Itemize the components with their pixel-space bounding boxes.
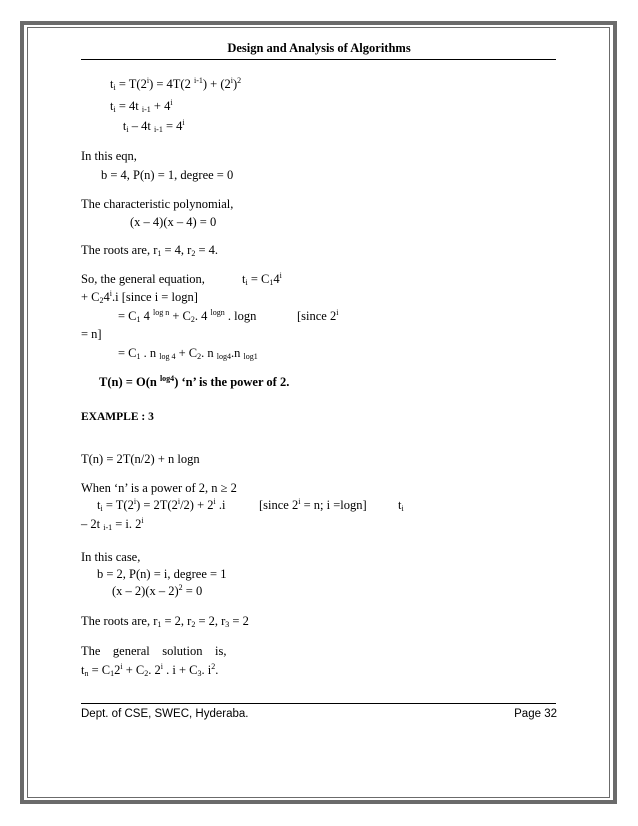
header-divider — [81, 59, 556, 60]
result-line: T(n) = O(n $^{log4}$) ‘n’ is the power of 2. — [99, 374, 290, 389]
text-line: The characteristic polynomial, — [81, 197, 234, 211]
text-line: When ‘n’ is a power of 2, n ≥ 2 — [81, 481, 237, 495]
footer-divider — [81, 703, 556, 704]
equation-line: T(n) = 2T(n/2) + n logn — [81, 452, 200, 466]
section-heading: EXAMPLE : 3 — [81, 411, 154, 423]
page-title: Design and Analysis of Algorithms — [227, 41, 411, 55]
equation-line: = $C_1$ . n $_{log 4} + C_2$. n $_{log4}$.n $_{log1}$ — [118, 346, 258, 361]
text-line: In this eqn, — [81, 149, 137, 163]
text-line: b = 2, P(n) = i, degree = 1 — [97, 567, 227, 581]
text-line: [since 2$^i$ — [297, 308, 339, 323]
text-line: The roots are, $r_1 = 4$, $r_2 = 4$. — [81, 243, 219, 258]
equation-line: $t_i = 4t$ $_{i-1} + 4^i$ — [110, 98, 173, 114]
equation-line: $t_i - 4t$ $_{i-1} = 4^i$ — [110, 118, 172, 134]
text-line: [since $2^i = n$; i =logn] — [259, 497, 367, 512]
equation-line: = $C_1$ 4 $^{log n} + C_2$. 4 $^{logn}$ . logn — [118, 308, 257, 324]
missing-glyph-box — [110, 119, 120, 133]
equation-line: + $C_24^i.i$ [since i = logn] — [81, 289, 198, 305]
text-line: So, the general equation, — [81, 272, 205, 286]
equation-line: $t_i = C_14^i$ — [242, 271, 282, 287]
text-line: The general solution is, — [81, 644, 227, 658]
footer-page-number: Page 32 — [514, 708, 557, 720]
equation-line: (x – 2)(x – 2)$^2$ = 0 — [112, 583, 203, 598]
text-line: b = 4, P(n) = 1, degree = 0 — [101, 168, 234, 182]
equation-line: $t_i$ — [398, 498, 404, 513]
equation-line: $t_i = T(2^i) = 2T(2^i/2) + 2^i$ .i — [97, 497, 226, 513]
equation-line: $t_n = C_12^i + C_2$. 2$^i$ . $i + C_3$. $i^2$. — [81, 662, 219, 678]
text-line: In this case, — [81, 550, 141, 564]
equation-line: (x – 4)(x – 4) = 0 — [130, 215, 217, 229]
footer-department: Dept. of CSE, SWEC, Hyderaba. — [81, 708, 249, 720]
text-line: The roots are, $r_1 = 2$, $r_2 = 2$, $r_3 = 2$ — [81, 614, 249, 629]
equation-line: – 2t $_{i-1}$ = i. 2$^i$ — [81, 516, 144, 532]
equation-line: $t_i = T(2^i) = 4T(2$ $^{i-1}) + (2^i)^2$ — [110, 76, 242, 92]
text-line: = n] — [81, 327, 102, 341]
